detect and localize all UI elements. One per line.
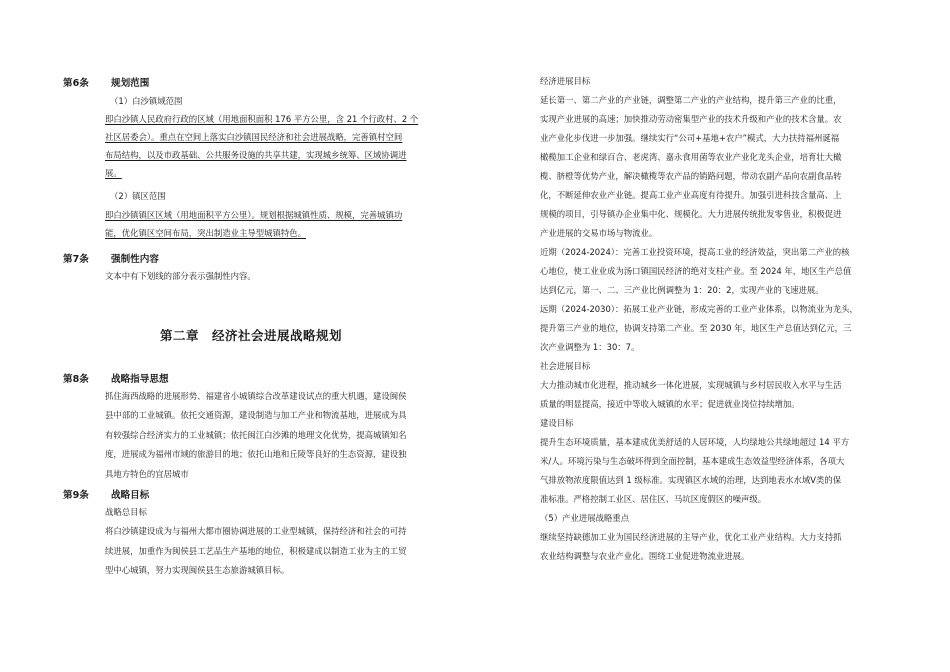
article-6-p1-line3: 布局结构，以及市政基础、公共服务设施的共享共建，实现城乡统筹、区域协调进 (105, 150, 407, 160)
article-9-line2: 续进展，加重作为闽侯县工艺品生产基地的地位，积极建成以制造工业为主的工贸 (105, 546, 407, 556)
right-line-13: 远期（2024-2030）：拓展工业产业链，形成完善的工业产业体系，以物流业为龙头， (540, 304, 858, 314)
right-line-21: 米/人。环境污染与生态破坏得到全面控制，基本建成生态效益型经济体系，各项大 (540, 456, 845, 466)
right-line-3: 实现产业进展的高速；加快推动劳动密集型产业的技术升级和产业的技术含量。农 (540, 114, 842, 124)
right-line-22: 气排放物浓度限值达到 1 级标准。实现镇区水域的治理，达到地表水水域Ⅴ类的保 (540, 475, 842, 485)
article-9-title: 战略目标 (111, 490, 150, 501)
right-line-1: 经济进展目标 (540, 76, 591, 86)
right-line-17: 大力推动城市化进程，推动城乡一体化进展，实现城镇与乡村居民收入水平与生活 (540, 380, 842, 390)
right-line-16: 社会进展目标 (540, 361, 591, 371)
chapter-title: 第二章 经济社会进展战略规划 (160, 328, 343, 343)
article-7-number: 第7条 (63, 254, 89, 265)
right-line-24: （5）产业进展战略重点 (540, 513, 630, 523)
right-line-10: 近期（2024-2024）：完善工业投资环境，提高工业的经济效益，突出第二产业的核 (540, 247, 850, 257)
right-line-4: 业产业化步伐进一步加强。继续实行“公司+基地+农户”模式，大力扶持福州诞福 (540, 133, 840, 143)
article-6-p2-line1: 即白沙镇镇区区域（用地面积平方公里）。规划根据城镇性质、规模，完善城镇功 (105, 210, 403, 220)
right-line-6: 榄、脐橙等优势产业，解决橄榄等农产品的销路问题，带动农副产品向农副食品转 (540, 171, 842, 181)
article-7-title: 强制性内容 (111, 254, 159, 265)
right-line-9: 产业进展的交易市场与物流业。 (540, 228, 658, 238)
right-line-20: 提升生态环境质量，基本建成优美舒适的人居环境，人均绿地公共绿地超过 14 平方 (540, 437, 850, 447)
article-8-line1: 抓住海西战略的进展形势、福建省小城镇综合改革建设试点的重大机遇，建设闽侯 (105, 391, 407, 401)
article-6-sub1: （1）白沙镇域范围 (110, 96, 183, 106)
right-line-18: 质量的明显提高，接近中等收入城镇的水平；促进就业岗位持续增加。 (540, 399, 800, 409)
right-line-12: 达到亿元，第一、二、三产业比例调整为 1：20：2，实现产业的飞速进展。 (540, 285, 824, 295)
article-9-heading (63, 489, 149, 502)
article-9-number: 第9条 (63, 490, 89, 501)
article-8-title: 战略指导思想 (111, 374, 169, 385)
article-8-heading (63, 373, 169, 386)
article-9-sub: 战略总目标 (105, 507, 147, 517)
right-line-15: 次产业调整为 1：30：7。 (540, 342, 640, 352)
article-9-line3: 型中心城镇，努力实现闽侯县生态旅游城镇目标。 (105, 565, 290, 575)
right-line-14: 提升第三产业的地位，协调支持第二产业。至 2030 年，地区生产总值达到亿元，三 (540, 323, 852, 333)
article-7-paragraph: 文本中有下划线的部分表示强制性内容。 (105, 271, 256, 281)
article-6-p1-line2: 社区居委会）。重点在空间上落实白沙镇国民经济和社会进展战略，完善镇村空间 (105, 132, 403, 142)
article-8-line4: 度，进展成为福州市域的旅游目的地；依托山地和丘陵等良好的生态资源，建设独 (105, 449, 407, 459)
right-line-11: 心地位，使工业业成为汤口镇国民经济的绝对支柱产业。至 2024 年，地区生产总值 (540, 266, 852, 276)
article-6-heading (63, 77, 149, 90)
right-line-25: 继续坚持缺德加工业为国民经济进展的主导产业，优化工业产业结构。大力支持抓 (540, 532, 842, 542)
article-8-line2: 县中部的工业城镇。依托交通资源，建设制造与加工产业和物流基地，进展成为具 (105, 410, 407, 420)
right-line-19: 建设目标 (540, 418, 574, 428)
article-8-number: 第8条 (63, 374, 89, 385)
right-line-2: 延长第一、第二产业的产业链，调整第二产业的产业结构，提升第三产业的比重， (540, 95, 842, 105)
right-line-23: 准标准。严格控制工业区、居住区、马坑区度假区的噪声级。 (540, 494, 767, 504)
article-6-number: 第6条 (63, 78, 89, 89)
article-6-sub2: （2）镇区范围 (110, 191, 166, 201)
article-8-line3: 有较强综合经济实力的工业城镇；依托闽江白沙滩的地理文化优势，提高城镇知名 (105, 430, 407, 440)
article-7-heading (63, 253, 159, 266)
article-6-p2-line2: 能，优化镇区空间布局，突出制造业主导型城镇特色。 (105, 228, 306, 238)
right-line-26: 农业结构调整与农业产业化。围绕工业促进物流业进展。 (540, 551, 750, 561)
article-8-line5: 具地方特色的宜居城市 (105, 469, 189, 479)
article-6-title: 规划范围 (111, 78, 150, 89)
right-line-7: 化，不断延伸农业产业链。提高工业产业高度有待提升。加强引进科技含量高、上 (540, 190, 842, 200)
article-6-p1-line4: 展。 (105, 168, 122, 178)
right-line-8: 规模的项目，引导镇办企业集中化、规模化。大力进展传统批发零售业，积极促进 (540, 209, 842, 219)
article-9-line1: 将白沙镇建设成为与福州大都市圈协调进展的工业型城镇，保持经济和社会的可持 (105, 526, 407, 536)
article-6-p1-line1: 即白沙镇人民政府行政的区域（用地面积面积 176 平方公里，含 21 个行政村、2 个 (105, 114, 419, 124)
right-line-5: 橄榄加工企业和绿百合、老虎湾、嘉永食用菌等农业产业化龙头企业，培育壮大橄 (540, 152, 842, 162)
